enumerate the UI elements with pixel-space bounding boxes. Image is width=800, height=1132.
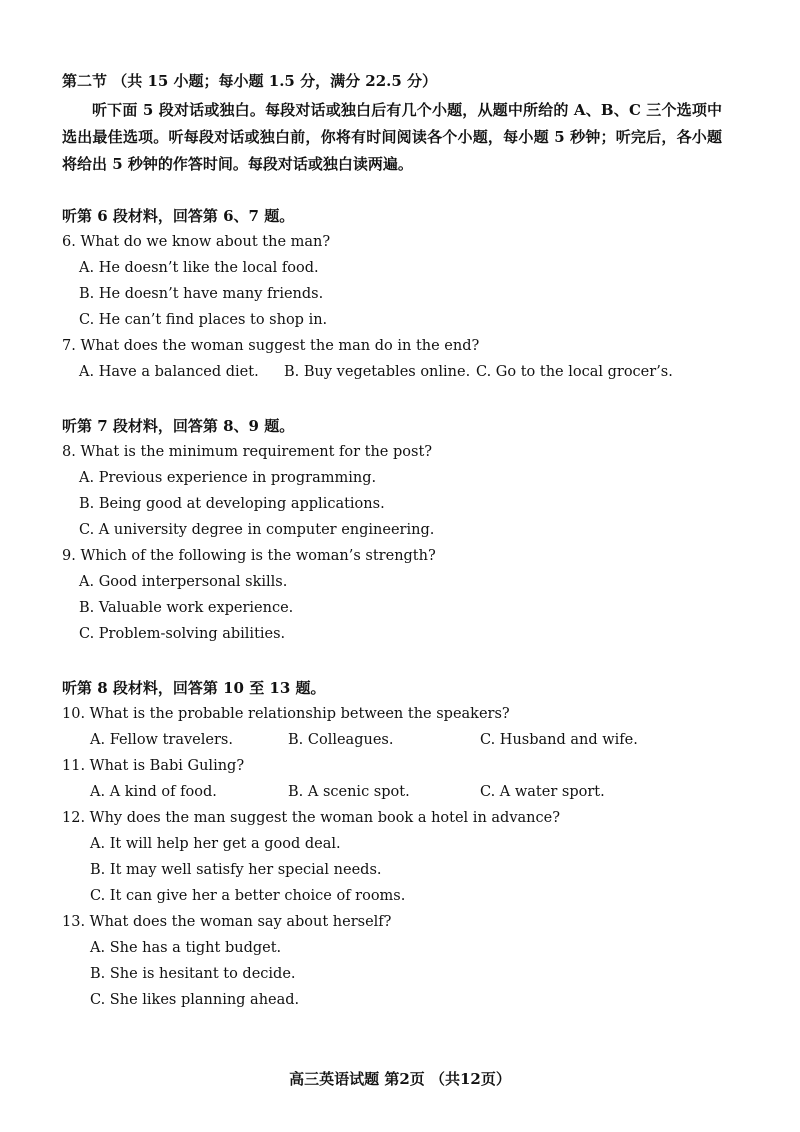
option-c: C. It can give her a better choice of rooms. — [90, 888, 406, 904]
option-a: A. He doesn’t like the local food. — [79, 260, 319, 276]
listening-group-6 — [62, 203, 742, 385]
option-c: C. Husband and wife. — [480, 732, 638, 748]
option-a: A. A kind of food. — [90, 784, 217, 800]
question-8 — [62, 439, 742, 543]
question-stem: 11. What is Babi Guling? — [62, 758, 245, 774]
option-a: A. Good interpersonal skills. — [79, 574, 288, 590]
option-list — [62, 831, 742, 909]
option-list — [62, 359, 742, 385]
question-stem: 8. What is the minimum requirement for the post? — [62, 444, 433, 460]
option-b: B. Buy vegetables online. — [284, 364, 471, 380]
question-7 — [62, 333, 742, 385]
option-b: B. It may well satisfy her special needs. — [90, 862, 382, 878]
option-c: C. A university degree in computer engineering. — [79, 522, 435, 538]
listening-group-8 — [62, 675, 742, 1013]
listening-group-7 — [62, 413, 742, 647]
option-list — [62, 779, 742, 805]
question-11 — [62, 753, 742, 805]
option-a: A. Have a balanced diet. — [79, 364, 259, 380]
option-a: A. It will help her get a good deal. — [90, 836, 341, 852]
group-heading: 听第 6 段材料，回答第 6、7 题。 — [62, 207, 295, 225]
question-10 — [62, 701, 742, 753]
option-c: C. Go to the local grocer’s. — [476, 364, 673, 380]
option-b: B. A scenic spot. — [288, 784, 410, 800]
group-heading: 听第 8 段材料，回答第 10 至 13 题。 — [62, 679, 326, 697]
option-b: B. He doesn’t have many friends. — [79, 286, 324, 302]
option-a: A. She has a tight budget. — [90, 940, 282, 956]
option-a: A. Previous experience in programming. — [79, 470, 377, 486]
question-12 — [62, 805, 742, 909]
option-b: B. Colleagues. — [288, 732, 394, 748]
option-b: B. Being good at developing applications. — [79, 496, 385, 512]
question-stem: 6. What do we know about the man? — [62, 234, 331, 250]
option-b: B. She is hesitant to decide. — [90, 966, 296, 982]
page-footer: 高三英语试题 第2页 （共12页） — [289, 1070, 511, 1088]
question-6 — [62, 229, 742, 333]
question-stem: 13. What does the woman say about herself? — [62, 914, 392, 930]
question-stem: 9. Which of the following is the woman’s strength? — [62, 548, 436, 564]
section-instructions: 听下面 5 段对话或独白。每段对话或独白后有几个小题，从题中所给的 A、B、C 三个选项中选出最佳选项。听每段对话或独白前，你将有时间阅读各个小题，每小题 5 秒钟；听完后，各小题将给出 5 秒钟的作答时间。每段对话或独白读两遍。 — [62, 101, 722, 173]
section-header: 第二节 （共 15 小题；每小题 1.5 分，满分 22.5 分） — [62, 72, 438, 90]
question-stem: 12. Why does the man suggest the woman book a hotel in advance? — [62, 810, 560, 826]
option-c: C. A water sport. — [480, 784, 605, 800]
option-list — [62, 569, 742, 647]
option-a: A. Fellow travelers. — [90, 732, 233, 748]
option-list — [62, 465, 742, 543]
option-c: C. Problem-solving abilities. — [79, 626, 286, 642]
question-9 — [62, 543, 742, 647]
option-list — [62, 935, 742, 1013]
option-b: B. Valuable work experience. — [79, 600, 294, 616]
option-c: C. She likes planning ahead. — [90, 992, 300, 1008]
question-stem: 10. What is the probable relationship between the speakers? — [62, 706, 510, 722]
question-stem: 7. What does the woman suggest the man do in the end? — [62, 338, 480, 354]
option-list — [62, 255, 742, 333]
question-13 — [62, 909, 742, 1013]
option-list — [62, 727, 742, 753]
option-c: C. He can’t find places to shop in. — [79, 312, 328, 328]
group-heading: 听第 7 段材料，回答第 8、9 题。 — [62, 417, 295, 435]
